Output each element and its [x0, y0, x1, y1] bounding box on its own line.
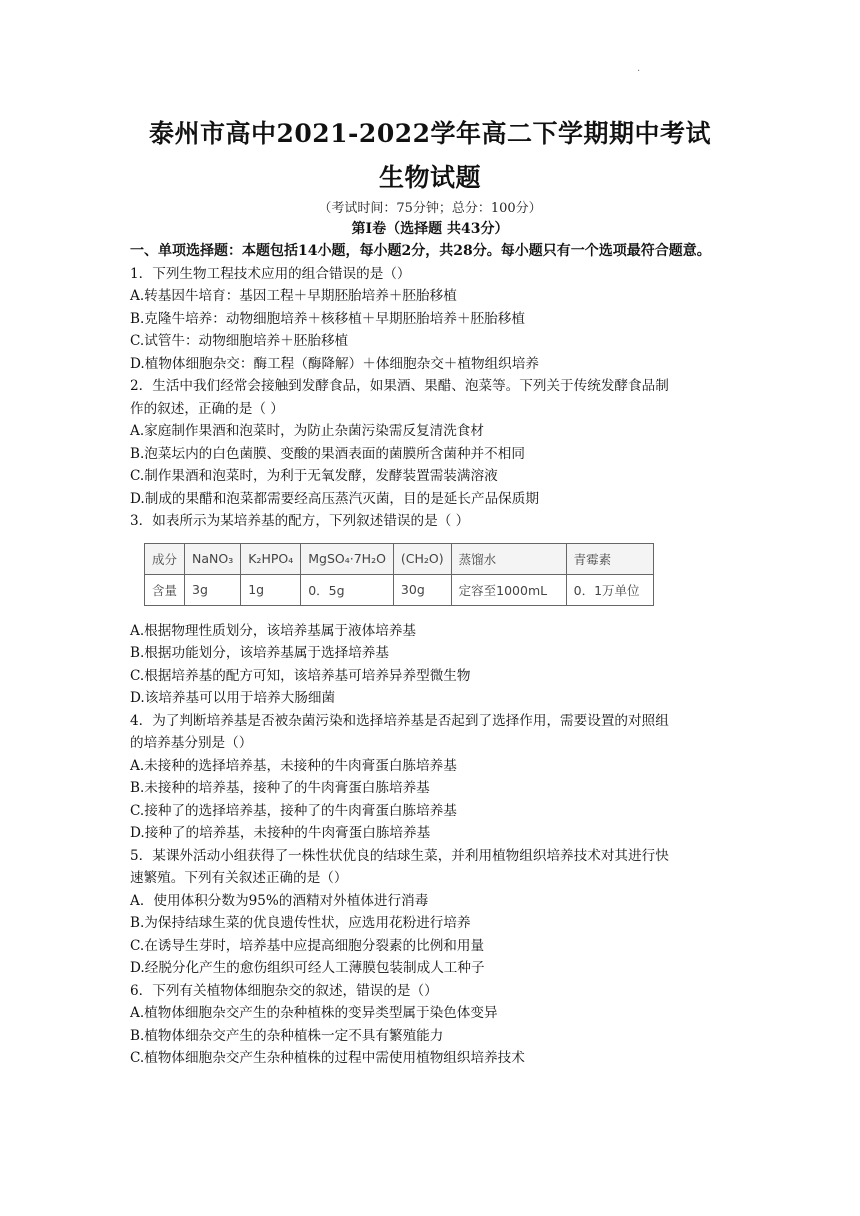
- question-4-option-c: C.接种了的选择培养基，接种了的牛肉膏蛋白胨培养基: [130, 802, 457, 819]
- table-cell: 含量: [145, 574, 185, 605]
- scan-dot: ·: [637, 66, 641, 77]
- table-row: [145, 574, 654, 605]
- table-cell: K₂HPO₄: [241, 543, 301, 574]
- question-4-option-b: B.未接种的培养基，接种了的牛肉膏蛋白胨培养基: [130, 780, 430, 796]
- section-heading: 一、单项选择题：本题包括14小题，每小题2分，共28分。每小题只有一个选项最符合题意。: [130, 243, 711, 259]
- table-cell: 青霉素: [566, 543, 653, 574]
- question-5-stem-line-1: 5．某课外活动小组获得了一株性状优良的结球生菜，并利用植物组织培养技术对其进行快: [130, 847, 669, 864]
- question-2-option-d: D.制成的果醋和泡菜都需要经高压蒸汽灭菌，目的是延长产品保质期: [130, 490, 539, 507]
- question-1-stem: 1．下列生物工程技术应用的组合错误的是（）: [130, 265, 411, 282]
- page-subtitle: 生物试题: [378, 163, 481, 192]
- table-cell: 1g: [241, 574, 301, 605]
- question-6-option-c: C.植物体细胞杂交产生杂种植株的过程中需使用植物组织培养技术: [130, 1050, 525, 1066]
- page-title: 泰州市高中2021-2022学年高二下学期期中考试: [148, 119, 712, 148]
- question-1-option-d: D.植物体细胞杂交：酶工程（酶降解）＋体细胞杂交＋植物组织培养: [130, 355, 539, 372]
- question-5-option-a: A．使用体积分数为95%的酒精对外植体进行消毒: [130, 892, 429, 909]
- question-1-option-a: A.转基因牛培育：基因工程＋早期胚胎培养＋胚胎移植: [130, 288, 457, 304]
- question-4-stem-line-1: 4．为了判断培养基是否被杂菌污染和选择培养基是否起到了选择作用，需要设置的对照组: [130, 712, 669, 729]
- table-cell: 30g: [393, 574, 451, 605]
- question-2-option-b: B.泡菜坛内的白色菌膜、变酸的果酒表面的菌膜所含菌种并不相同: [130, 445, 525, 462]
- table-cell: 0．1万单位: [566, 574, 653, 605]
- volume-heading: 第I卷（选择题 共43分）: [351, 221, 509, 237]
- medium-recipe-table-wrap: [144, 543, 742, 606]
- question-1-option-c: C.试管牛：动物细胞培养＋胚胎移植: [130, 333, 349, 349]
- question-2-stem-line-1: 2．生活中我们经常会接触到发酵食品，如果酒、果醋、泡菜等。下列关于传统发酵食品制: [130, 378, 669, 394]
- question-4-option-d: D.接种了的培养基，未接种的牛肉膏蛋白胨培养基: [130, 825, 431, 841]
- table-cell: 3g: [185, 574, 241, 605]
- table-cell: 0．5g: [301, 574, 394, 605]
- table-cell: 蒸馏水: [451, 543, 566, 574]
- question-6-stem: 6．下列有关植物体细胞杂交的叙述，错误的是（）: [130, 982, 438, 999]
- question-6-option-a: A.植物体细胞杂交产生的杂种植株的变异类型属于染色体变异: [130, 1005, 498, 1021]
- question-3-option-b: B.根据功能划分，该培养基属于选择培养基: [130, 645, 389, 661]
- question-4-stem-line-2: 的培养基分别是（）: [130, 735, 253, 751]
- question-5-stem-line-2: 速繁殖。下列有关叙述正确的是（）: [130, 870, 348, 886]
- question-5-option-b: B.为保持结球生菜的优良遗传性状，应选用花粉进行培养: [130, 915, 471, 931]
- question-3-option-c: C.根据培养基的配方可知，该培养基可培养异养型微生物: [130, 667, 471, 684]
- exam-body: [130, 240, 742, 1070]
- question-3-option-a: A.根据物理性质划分，该培养基属于液体培养基: [130, 622, 417, 639]
- table-cell: 定容至1000mL: [451, 574, 566, 605]
- exam-info: （考试时间：75分钟；总分：100分）: [318, 201, 542, 216]
- question-2-option-c: C.制作果酒和泡菜时，为利于无氧发酵，发酵装置需装满溶液: [130, 468, 498, 484]
- table-cell: 成分: [145, 543, 185, 574]
- question-2-stem-line-2: 作的叙述，正确的是（ ）: [130, 400, 284, 417]
- table-cell: (CH₂O): [393, 543, 451, 574]
- question-6-option-b: B.植物体细杂交产生的杂种植株一定不具有繁殖能力: [130, 1027, 444, 1044]
- question-2-option-a: A.家庭制作果酒和泡菜时，为防止杂菌污染需反复清洗食材: [130, 423, 484, 439]
- question-3-stem: 3．如表所示为某培养基的配方，下列叙述错误的是（ ）: [130, 513, 470, 529]
- table-cell: NaNO₃: [185, 543, 241, 574]
- medium-recipe-table: [144, 543, 654, 606]
- question-4-option-a: A.未接种的选择培养基，未接种的牛肉膏蛋白胨培养基: [130, 757, 457, 774]
- question-5-option-d: D.经脱分化产生的愈伤组织可经人工薄膜包装制成人工种子: [130, 960, 485, 976]
- table-header-row: [145, 543, 654, 574]
- question-3-option-d: D.该培养基可以用于培养大肠细菌: [130, 690, 336, 706]
- table-cell: MgSO₄·7H₂O: [301, 543, 394, 574]
- question-5-option-c: C.在诱导生芽时，培养基中应提高细胞分裂素的比例和用量: [130, 937, 485, 954]
- question-1-option-b: B.克隆牛培养：动物细胞培养＋核移植＋早期胚胎培养＋胚胎移植: [130, 310, 525, 327]
